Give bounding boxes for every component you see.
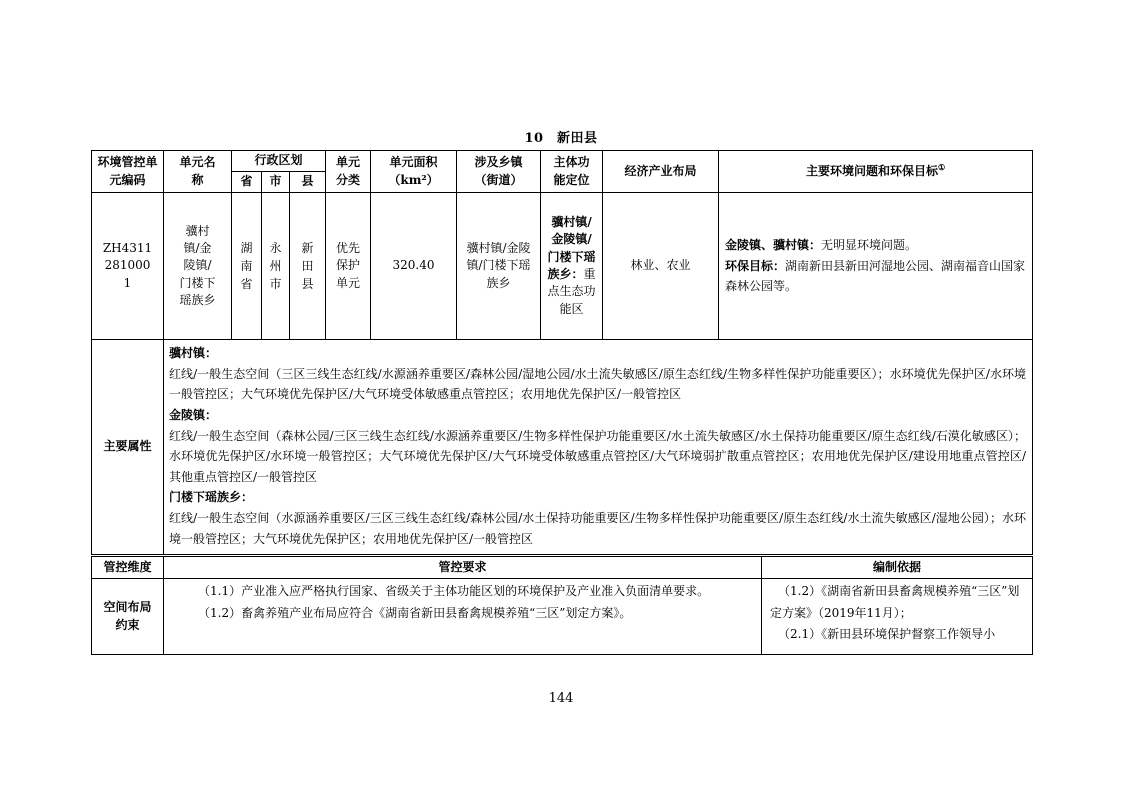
cell-province: 湖南省 [232, 193, 262, 340]
cell-issues-goals: 金陵镇、骥村镇：无明显环境问题。 环保目标：湖南新田县新田河湿地公园、湖南福音山国家森林公园等。 [719, 193, 1033, 340]
section-title: 10 新田县 [524, 131, 598, 146]
dimension-space-layout: 空间布局约束 [92, 579, 164, 655]
requirement-content: （1.1）产业准入应严格执行国家、省级关于主体功能区划的环境保护及产业准入负面清单要求。 （1.2）畜禽养殖产业布局应符合《湖南省新田县畜禽规模养殖“三区”划定方案》。 [164, 579, 762, 655]
unit-info-table [91, 150, 1033, 555]
header-city: 市 [262, 172, 290, 193]
header-county: 县 [290, 172, 326, 193]
header-admin-region: 行政区划 [232, 151, 326, 172]
header-area: 单元面积（km²） [371, 151, 457, 193]
cell-city: 永州市 [262, 193, 290, 340]
basis-content: （1.2）《湖南省新田县畜禽规模养殖“三区”划定方案》（2019年11月）； （2.1）《新田县环境保护督察工作领导小 [762, 579, 1033, 655]
page-number: 144 [548, 691, 574, 706]
cell-area: 320.40 [371, 193, 457, 340]
header-unit-code: 环境管控单元编码 [92, 151, 164, 193]
control-table [91, 556, 1033, 655]
cell-towns: 骥村镇/金陵镇/门楼下瑶族乡 [457, 193, 541, 340]
cell-main-function: 骥村镇/金陵镇/门楼下瑶族乡：重点生态功能区 [541, 193, 603, 340]
header-economy: 经济产业布局 [603, 151, 719, 193]
header-dimension: 管控维度 [92, 557, 164, 579]
attributes-label: 主要属性 [92, 340, 164, 555]
attributes-content: 骥村镇： 红线/一般生态空间（三区三线生态红线/水源涵养重要区/森林公园/湿地公园/水土流失敏感区/原生态红线/生物多样性保护功能重要区）；水环境优先保护区/水环境一般管控区；大气环境优先保护区/大气环境受体敏感重点管控区；农用地优先保护区/一般管控区 金陵镇： 红线/一般生态空间（森林公园/三区三线生态红线/水源涵养重要区/生物多样性保护功能重要区/水土流失敏感区/水土保持功能重要区/原生态红线/石漠化敏感区）；水环境优先保护区/水环境一般管控区；大气环境优先保护区/大气环境受体敏感重点管控区/大气环境弱扩散重点管控区；农用地优先保护区/建设用地重点管控区/其他重点管控区/一般管控区 门楼下瑶族乡： 红线/一般生态空间（水源涵养重要区/三区三线生态红线/森林公园/水土保持功能重要区/生物多样性保护功能重要区/原生态红线/水土流失敏感区/湿地公园）；水环境一般管控区；大气环境优先保护区；农用地优先保护区/一般管控区 [164, 340, 1033, 555]
cell-unit-name: 骥村镇/金陵镇/门楼下瑶族乡 [164, 193, 232, 340]
header-province: 省 [232, 172, 262, 193]
header-towns: 涉及乡镇（街道） [457, 151, 541, 193]
cell-economy: 林业、农业 [603, 193, 719, 340]
header-basis: 编制依据 [762, 557, 1033, 579]
header-requirement: 管控要求 [164, 557, 762, 579]
header-main-function: 主体功能定位 [541, 151, 603, 193]
cell-category: 优先保护单元 [326, 193, 371, 340]
cell-county: 新田县 [290, 193, 326, 340]
header-unit-category: 单元分类 [326, 151, 371, 193]
header-issues: 主要环境问题和环保目标① [719, 151, 1033, 193]
cell-unit-code: ZH43112810001 [92, 193, 164, 340]
header-unit-name: 单元名称 [164, 151, 232, 193]
